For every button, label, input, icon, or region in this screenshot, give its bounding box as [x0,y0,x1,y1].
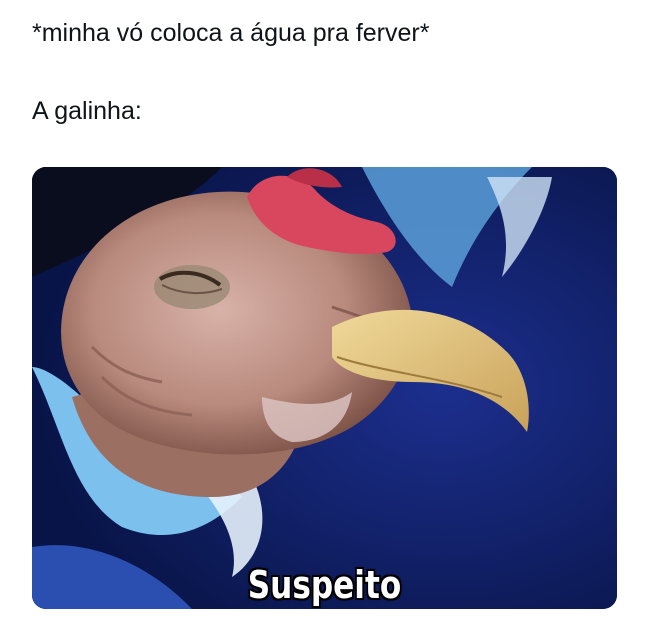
meme-image[interactable] [32,167,617,609]
post-text-line-2: A galinha: [32,97,142,125]
meme-caption: Suspeito [247,563,402,607]
post-text-line-1: *minha vó coloca a água pra ferver* [32,19,430,47]
chicken-illustration [32,167,617,609]
